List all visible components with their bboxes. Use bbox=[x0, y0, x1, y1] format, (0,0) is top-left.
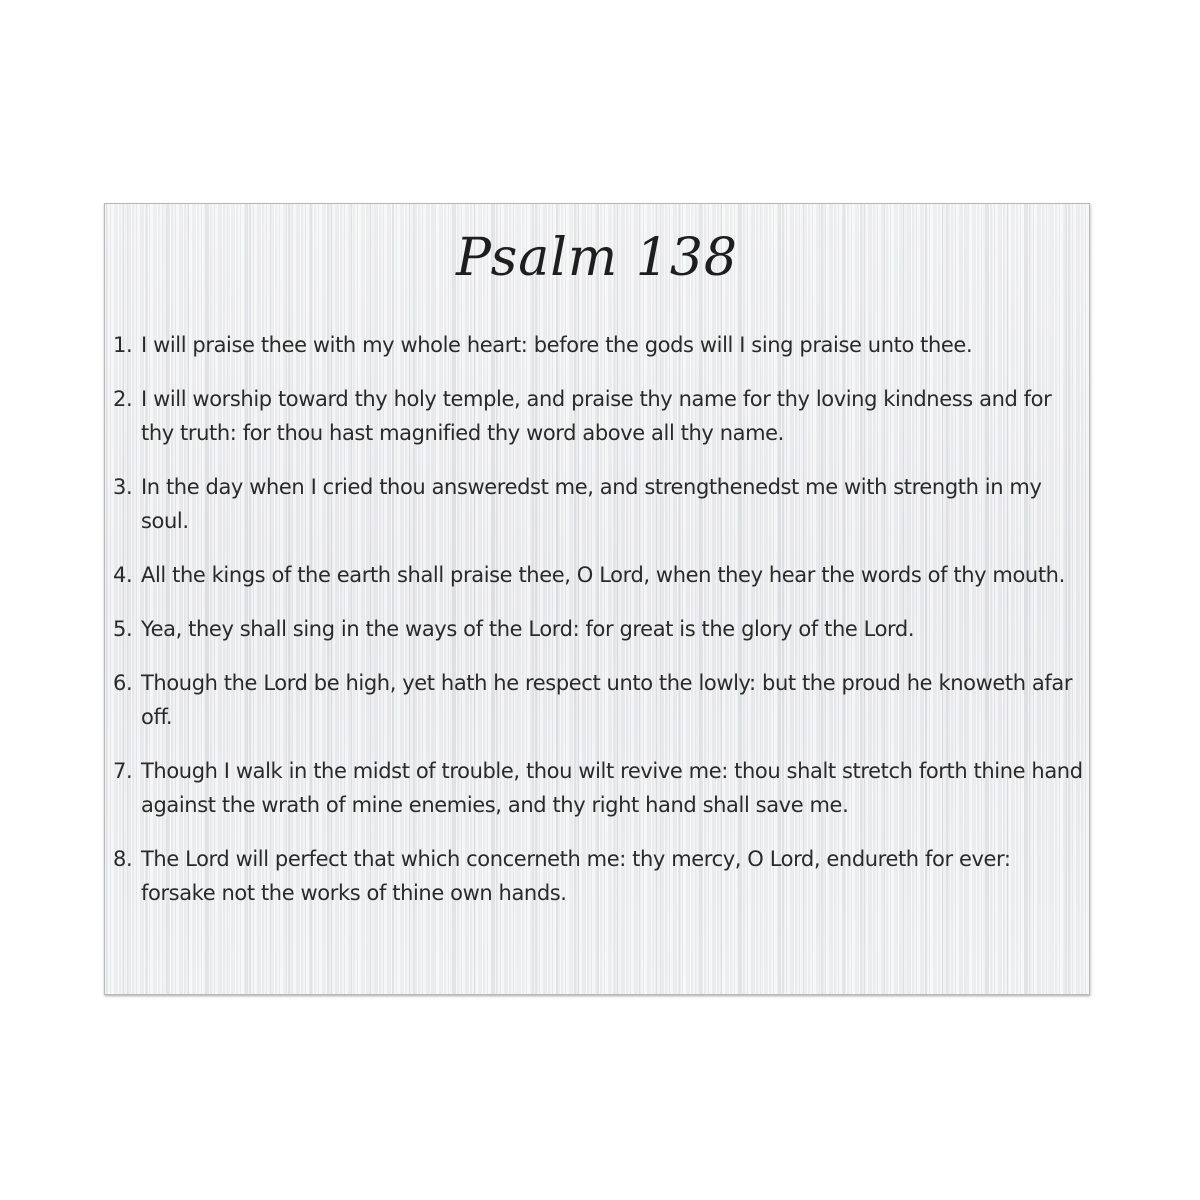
verse-4 bbox=[113, 558, 1083, 592]
verse-number: 1. bbox=[113, 333, 133, 357]
verse-number: 3. bbox=[113, 475, 133, 499]
verse-number: 6. bbox=[113, 671, 133, 695]
verse-number: 8. bbox=[113, 847, 133, 871]
verse-number: 2. bbox=[113, 387, 133, 411]
verse-3 bbox=[113, 470, 1083, 538]
verse-text: I will praise thee with my whole heart: before the gods will I sing praise unto thee. bbox=[141, 333, 973, 357]
verse-list bbox=[113, 328, 1083, 930]
verse-6 bbox=[113, 666, 1083, 734]
verse-number: 5. bbox=[113, 617, 133, 641]
verse-text: The Lord will perfect that which concerneth me: thy mercy, O Lord, endureth for ever: forsake not the works of thine own hands. bbox=[141, 847, 1011, 905]
verse-5 bbox=[113, 612, 1083, 646]
canvas-print bbox=[104, 203, 1090, 995]
verse-text: In the day when I cried thou answeredst me, and strengthenedst me with strength in my soul. bbox=[141, 475, 1042, 533]
page-title: Psalm 138 bbox=[456, 228, 738, 288]
verse-1 bbox=[113, 328, 1083, 362]
verse-text: Though the Lord be high, yet hath he respect unto the lowly: but the proud he knoweth afar off. bbox=[141, 671, 1073, 729]
verse-number: 4. bbox=[113, 563, 133, 587]
verse-2 bbox=[113, 382, 1083, 450]
verse-number: 7. bbox=[113, 759, 133, 783]
verse-text: Though I walk in the midst of trouble, thou wilt revive me: thou shalt stretch forth thine hand against the wrath of mine enemies, and thy right hand shall save me. bbox=[141, 759, 1083, 817]
verse-8 bbox=[113, 842, 1083, 910]
verse-text: All the kings of the earth shall praise thee, O Lord, when they hear the words of thy mouth. bbox=[141, 563, 1065, 587]
verse-7 bbox=[113, 754, 1083, 822]
verse-text: Yea, they shall sing in the ways of the Lord: for great is the glory of the Lord. bbox=[141, 617, 915, 641]
verse-text: I will worship toward thy holy temple, and praise thy name for thy loving kindness and for thy truth: for thou hast magnified thy word above all thy name. bbox=[141, 387, 1052, 445]
